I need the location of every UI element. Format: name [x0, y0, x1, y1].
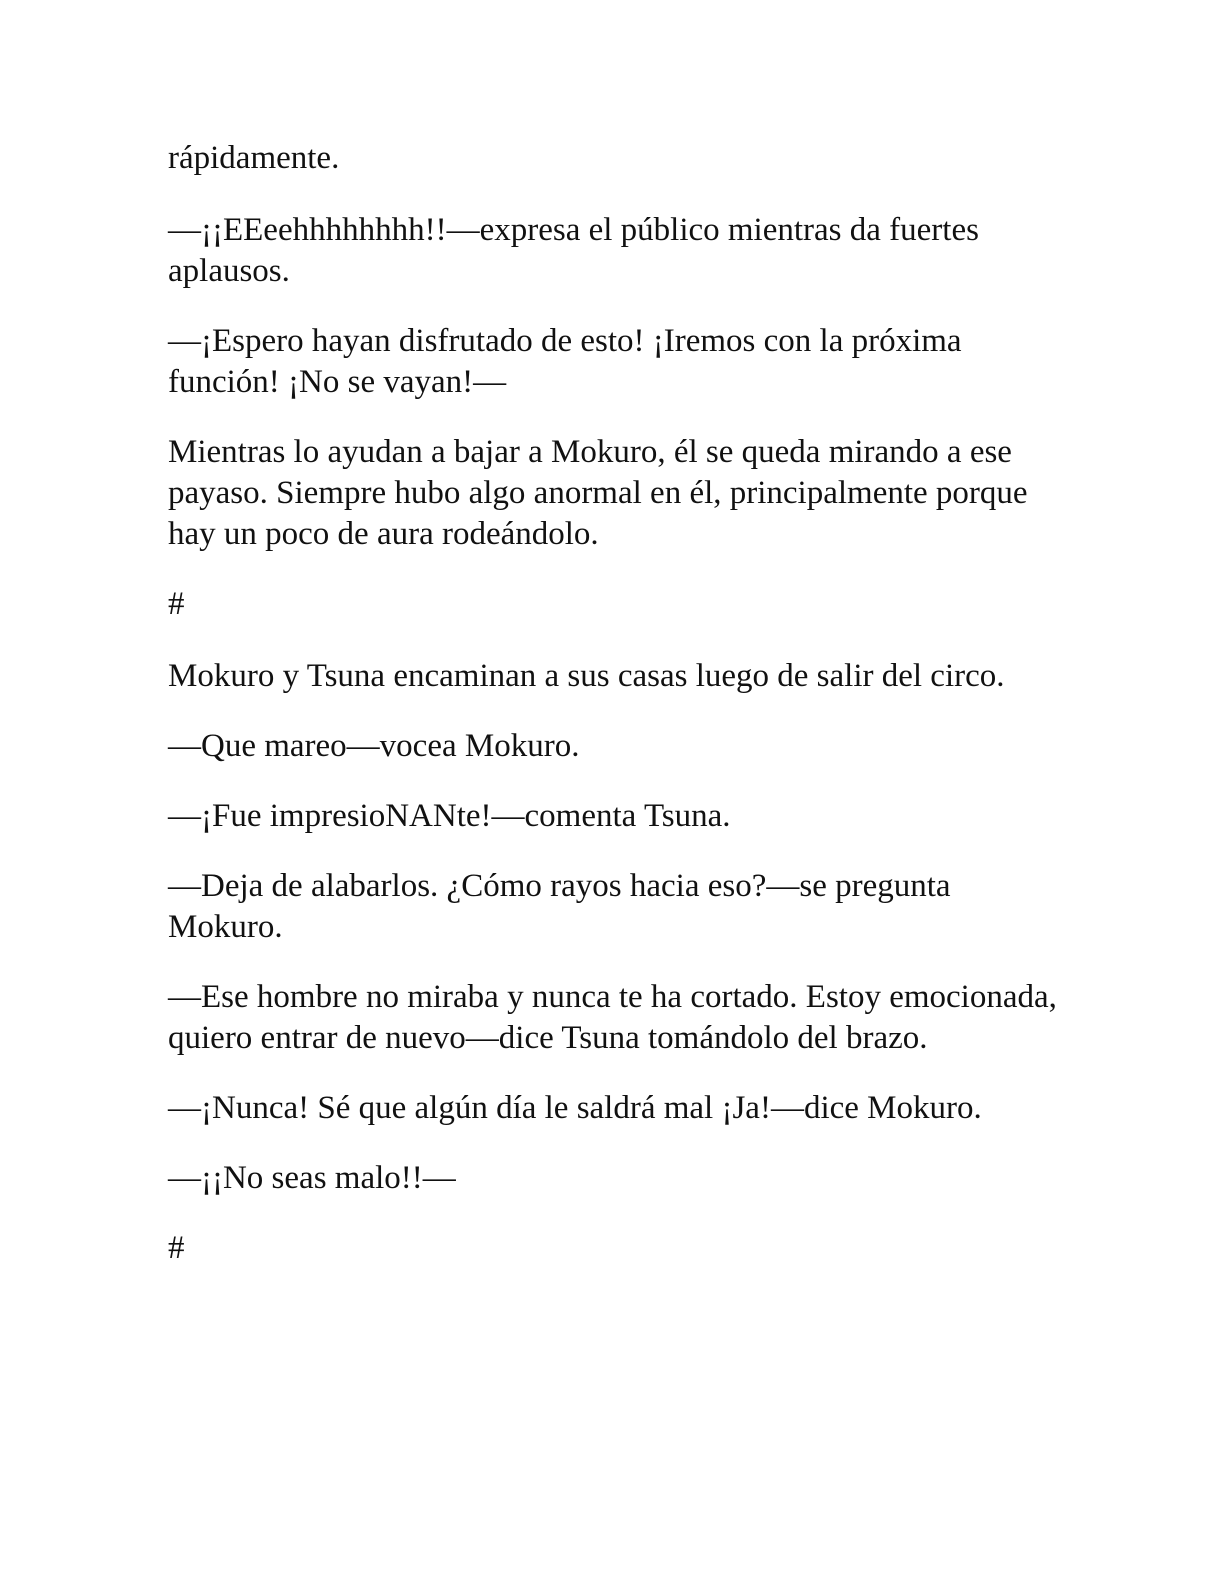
- paragraph: Mokuro y Tsuna encaminan a sus casas luego de salir del circo.: [168, 658, 1005, 694]
- paragraph: —¡Espero hayan disfrutado de esto! ¡Iremos con la próxima función! ¡No se vayan!—: [168, 323, 962, 400]
- section-break: #: [168, 586, 185, 622]
- paragraph: Mientras lo ayudan a bajar a Mokuro, él se queda mirando a ese payaso. Siempre hubo algo anormal en él, principalmente porque hay un poco de aura rodeándolo.: [168, 434, 1028, 552]
- paragraph: —¡Nunca! Sé que algún día le saldrá mal ¡Ja!—dice Mokuro.: [168, 1090, 982, 1126]
- paragraph: —Ese hombre no miraba y nunca te ha cortado. Estoy emocionada, quiero entrar de nuevo—dice Tsuna tomándolo del brazo.: [168, 979, 1057, 1056]
- paragraph: —¡¡No seas malo!!—: [168, 1160, 456, 1196]
- paragraph: —Que mareo—vocea Mokuro.: [168, 728, 580, 764]
- paragraph: —Deja de alabarlos. ¿Cómo rayos hacia eso?—se pregunta Mokuro.: [168, 868, 951, 945]
- paragraph: rápidamente.: [168, 140, 340, 176]
- paragraph: —¡Fue impresioNANte!—comenta Tsuna.: [168, 798, 731, 834]
- paragraph: —¡¡EEeehhhhhhhh!!—expresa el público mientras da fuertes aplausos.: [168, 212, 979, 289]
- section-break: #: [168, 1230, 185, 1266]
- text-body: [168, 138, 1058, 1300]
